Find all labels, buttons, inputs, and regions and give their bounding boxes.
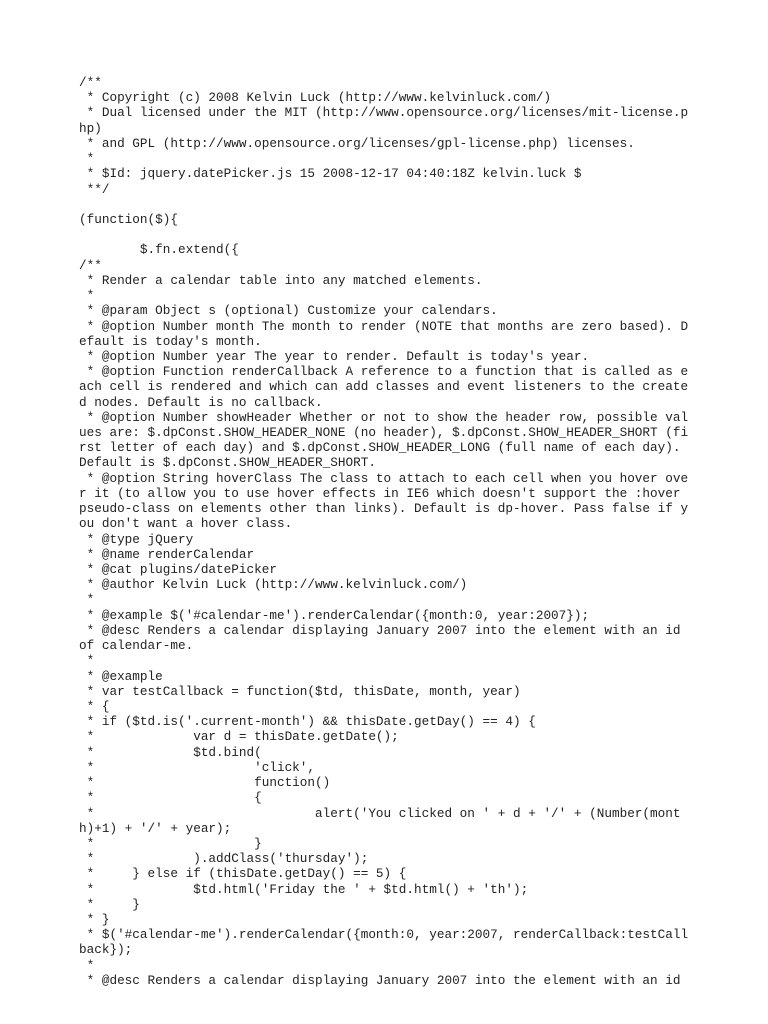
code-line: * @option Number showHeader Whether or not to show the header row, possible val (79, 409, 689, 425)
code-line: * @param Object s (optional) Customize your calendars. (79, 303, 498, 319)
code-line: * @type jQuery (79, 531, 194, 547)
code-line: * @option String hoverClass The class to attach to each cell when you hover ove (79, 470, 689, 486)
code-line: * and GPL (http://www.opensource.org/licenses/gpl-license.php) licenses. (79, 135, 635, 151)
code-line: ach cell is rendered and which can add classes and event listeners to the create (79, 379, 689, 395)
code-line: ues are: $.dpConst.SHOW_HEADER_NONE (no header), $.dpConst.SHOW_HEADER_SHORT (fi (79, 425, 689, 441)
code-line: * Copyright (c) 2008 Kelvin Luck (http://www.kelvinluck.com/) (79, 90, 552, 106)
code-line: of calendar-me. (79, 638, 194, 654)
code-line (79, 197, 699, 212)
code-line: * 'click', (79, 759, 316, 775)
code-line: * @example $('#calendar-me').renderCalendar({month:0, year:2007}); (79, 607, 590, 623)
code-line: back}); (79, 942, 133, 958)
code-line: **/ (79, 181, 110, 197)
code-line: h)+1) + '/' + year); (79, 820, 232, 836)
code-line: ou don't want a hover class. (79, 516, 293, 532)
code-line: efault is today's month. (79, 333, 262, 349)
code-line: * (79, 288, 95, 304)
code-line: * @desc Renders a calendar displaying January 2007 into the element with an id (79, 972, 681, 988)
code-line: * var d = thisDate.getDate(); (79, 729, 399, 745)
code-line: * @cat plugins/datePicker (79, 562, 277, 577)
code-line: * @author Kelvin Luck (http://www.kelvinluck.com/) (79, 577, 468, 593)
code-line: * @option Number month The month to render (NOTE that months are zero based). D (79, 318, 689, 334)
code-line: rst letter of each day) and $.dpConst.SHOW_HEADER_LONG (full name of each day). (79, 440, 681, 456)
code-line: * } (79, 912, 110, 928)
code-line: * Render a calendar table into any matched elements. (79, 272, 483, 288)
code-line: * function() (79, 775, 331, 791)
code-line: /** (79, 75, 102, 90)
code-line: * @example (79, 668, 163, 684)
code-line: * $Id: jquery.datePicker.js 15 2008-12-17 04:40:18Z kelvin.luck $ (79, 166, 582, 182)
code-line: * if ($td.is('.current-month') && thisDate.getDay() == 4) { (79, 714, 536, 730)
code-line: Default is $.dpConst.SHOW_HEADER_SHORT. (79, 455, 376, 471)
code-line: * (79, 151, 95, 167)
code-line: /** (79, 257, 102, 273)
code-line: $.fn.extend({ (79, 242, 239, 258)
code-line: * (79, 653, 95, 669)
code-line: * $td.html('Friday the ' + $td.html() + 'th'); (79, 881, 529, 897)
code-line: * } else if (thisDate.getDay() == 5) { (79, 866, 407, 882)
code-line: * var testCallback = function($td, thisDate, month, year) (79, 683, 521, 699)
code-line: * @option Function renderCallback A reference to a function that is called as e (79, 364, 689, 380)
code-line: * (79, 957, 95, 973)
code-line: * Dual licensed under the MIT (http://www.opensource.org/licenses/mit-license.p (79, 105, 689, 121)
code-line: * ).addClass('thursday'); (79, 851, 369, 867)
code-line: * (79, 592, 95, 608)
code-line: * alert('You clicked on ' + d + '/' + (Number(mont (79, 805, 681, 821)
code-line: * } (79, 835, 262, 851)
code-line: * $td.bind( (79, 744, 262, 760)
code-line: d nodes. Default is no callback. (79, 394, 323, 410)
code-line: * @desc Renders a calendar displaying January 2007 into the element with an id (79, 622, 681, 638)
code-line: r it (to allow you to use hover effects in IE6 which doesn't support the :hover (79, 485, 681, 501)
code-line: * { (79, 698, 110, 714)
code-line: hp) (79, 120, 102, 136)
source-code-text (79, 75, 699, 988)
code-line: * } (79, 896, 140, 912)
code-line: * @option Number year The year to render. Default is today's year. (79, 348, 590, 364)
code-line: (function($){ (79, 211, 178, 227)
code-line: * $('#calendar-me').renderCalendar({month:0, year:2007, renderCallback:testCall (79, 927, 689, 943)
code-line: pseudo-class on elements other than links). Default is dp-hover. Pass false if y (79, 501, 689, 517)
code-line: * @name renderCalendar (79, 546, 255, 562)
code-line (79, 227, 699, 242)
code-line: * { (79, 790, 262, 806)
